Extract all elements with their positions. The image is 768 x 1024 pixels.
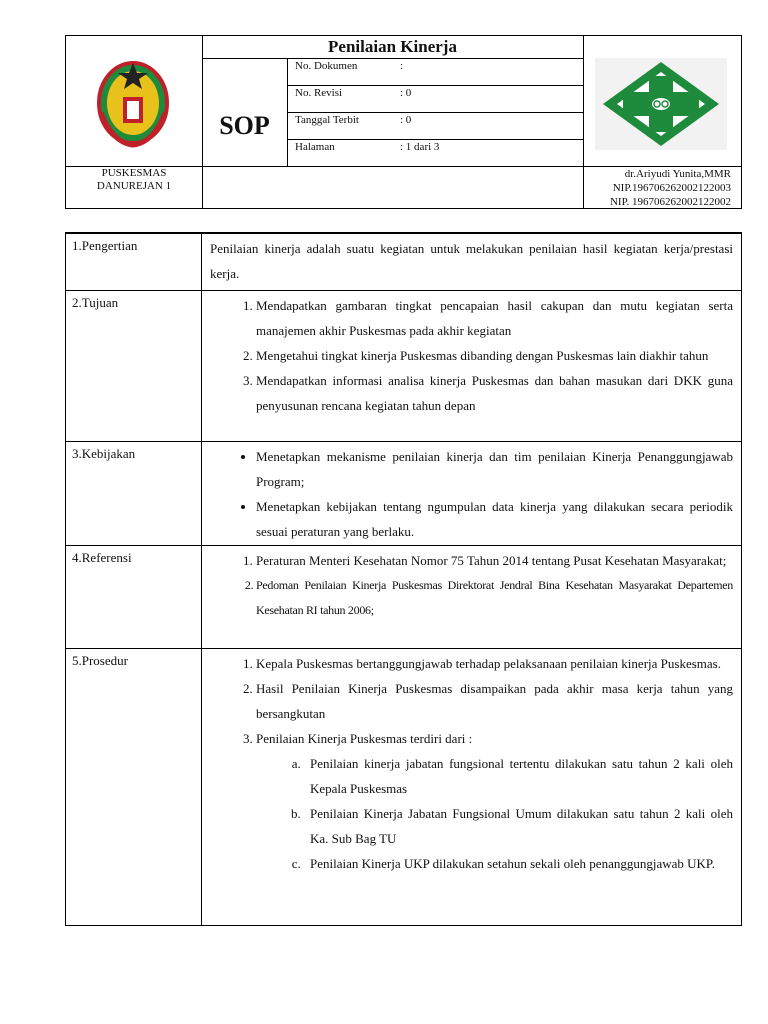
section-referensi	[66, 545, 741, 649]
divider	[287, 85, 583, 86]
meta-no-revisi	[295, 87, 412, 99]
section-text: Penilaian kinerja adalah suatu kegiatan untuk melakukan penilaian hasil kegiatan kerja/prestasi kerja.	[210, 241, 733, 281]
regional-emblem-logo	[93, 53, 173, 154]
section-content	[210, 548, 733, 623]
list-item	[256, 726, 733, 876]
list-item: 1. Mendapatkan gambaran tingkat pencapaian hasil cakupan dan mutu kegiatan serta manajemen akhir Puskesmas pada akhir kegiatan	[256, 293, 733, 343]
signer-block	[610, 167, 731, 209]
list-item: 1. Peraturan Menteri Kesehatan Nomor 75 Tahun 2014 tentang Pusat Kesehatan Masyarakat;	[256, 548, 733, 573]
org-line: PUSKESMAS	[101, 167, 167, 179]
list-item: • Menetapkan mekanisme penilaian kinerja dan tim penilaian Kinerja Penanggungjawab Program;	[256, 444, 733, 494]
divider	[287, 139, 583, 140]
meta-halaman	[295, 141, 440, 153]
list-item: 3. Mendapatkan informasi analisa kinerja Puskesmas dan bahan masukan dari DKK guna penyusunan rencana kegiatan tahun depan	[256, 368, 733, 418]
section-tujuan	[66, 290, 741, 442]
meta-label: No. Revisi	[295, 87, 343, 99]
section-content	[210, 444, 733, 544]
section-label: 2.Tujuan	[72, 295, 119, 310]
meta-label: No. Dokumen	[295, 60, 358, 72]
list-item: 2. Mengetahui tingkat kinerja Puskesmas dibanding dengan Puskesmas lain diakhir tahun	[256, 343, 733, 368]
section-label: 1.Pengertian	[72, 238, 138, 253]
document-header	[65, 35, 742, 209]
meta-tanggal-terbit	[295, 114, 412, 126]
meta-no-dokumen	[295, 60, 404, 72]
meta-value: : 0	[400, 87, 412, 99]
list-item: 2. Pedoman Penilaian Kinerja Puskesmas Direktorat Jendral Bina Kesehatan Masyarakat Departemen Kesehatan RI tahun 2006;	[256, 573, 733, 623]
meta-value: :	[400, 60, 404, 72]
list-item: 2. Hasil Penilaian Kinerja Puskesmas disampaikan pada akhir masa kerja tahun yang bersangkutan	[256, 676, 733, 726]
organization-name	[66, 167, 202, 193]
section-content	[210, 293, 733, 418]
puskesmas-logo	[595, 58, 727, 150]
divider	[202, 58, 583, 59]
meta-label: Halaman	[295, 141, 335, 153]
sop-label: SOP	[219, 111, 270, 140]
list-item: • Menetapkan kebijakan tentang ngumpulan data kinerja yang dilakukan secara periodik sesuai peraturan yang berlaku.	[256, 494, 733, 544]
divider	[287, 112, 583, 113]
document-title: Penilaian Kinerja	[328, 37, 457, 56]
sop-content-table	[65, 232, 742, 926]
section-label: 4.Referensi	[72, 550, 132, 565]
org-line: DANUREJAN 1	[96, 180, 172, 192]
signer-nip: NIP. 196706262002122002	[609, 196, 731, 208]
list-item: 1. Kepala Puskesmas bertanggungjawab terhadap pelaksanaan penilaian kinerja Puskesmas.	[256, 651, 733, 676]
meta-value: : 0	[400, 114, 412, 126]
section-kebijakan	[66, 441, 741, 546]
section-label: 5.Prosedur	[72, 653, 128, 668]
meta-label: Tanggal Terbit	[295, 114, 359, 126]
signer-name: dr.Ariyudi Yunita,MMR	[624, 168, 731, 180]
meta-value: : 1 dari 3	[400, 141, 440, 153]
list-item-text: Penilaian Kinerja Puskesmas terdiri dari :	[256, 731, 473, 746]
sub-list-item: c. Penilaian Kinerja UKP dilakukan setahun sekali oleh penanggungjawab UKP.	[304, 851, 733, 876]
signer-nip: NIP.196706262002122003	[612, 182, 731, 194]
sub-list-item: a. Penilaian kinerja jabatan fungsional tertentu dilakukan satu tahun 2 kali oleh Kepala Puskesmas	[304, 751, 733, 801]
section-label: 3.Kebijakan	[72, 446, 136, 461]
section-pengertian	[66, 233, 741, 291]
divider	[583, 36, 584, 209]
section-prosedur	[66, 648, 741, 926]
sub-list-item: b. Penilaian Kinerja Jabatan Fungsional Umum dilakukan satu tahun 2 kali oleh Ka. Sub Bag TU	[304, 801, 733, 851]
section-content	[210, 651, 733, 876]
